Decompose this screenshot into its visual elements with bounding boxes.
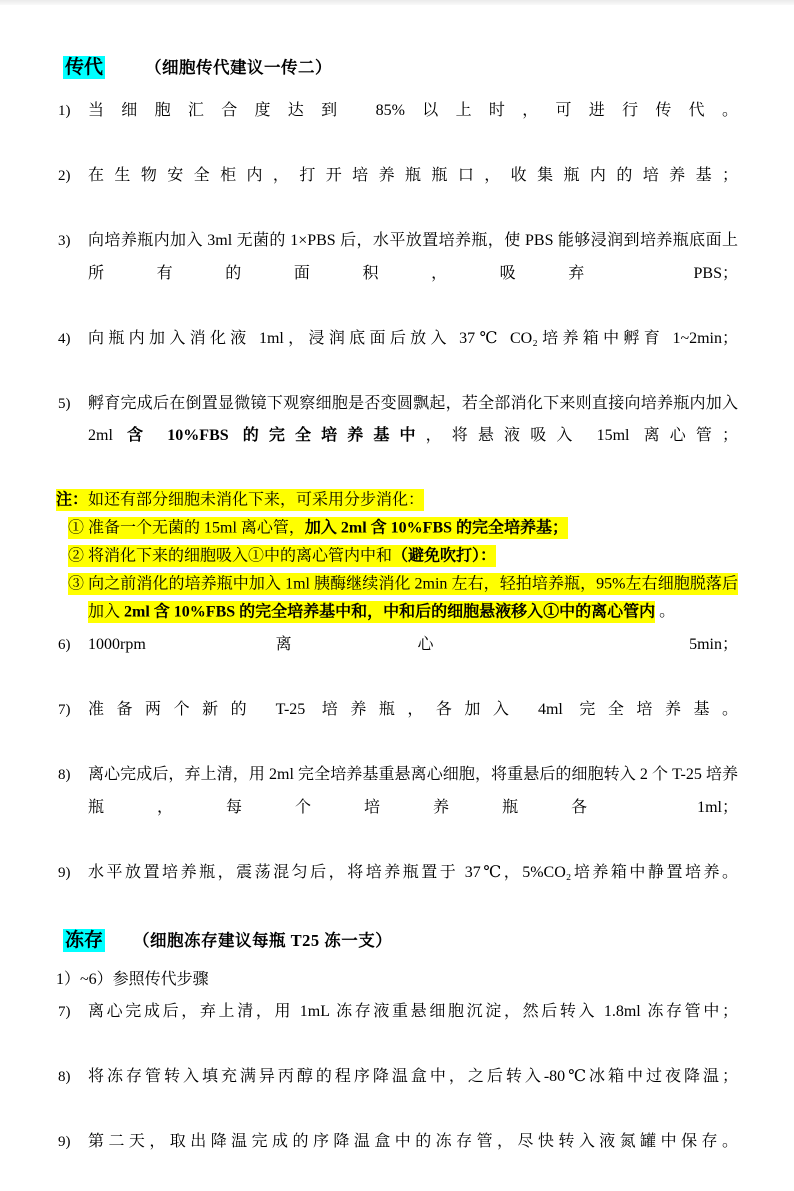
list-item (56, 759, 738, 857)
list-item (56, 996, 738, 1061)
heading-note: （细胞传代建议一传二） (145, 58, 333, 77)
item-marker: 2) (58, 168, 71, 184)
item-marker: 8) (58, 1069, 71, 1085)
item-text (88, 323, 738, 388)
list-item (56, 964, 738, 997)
text-segment: （避免吹打）： (392, 545, 496, 567)
text-segment: 孵育完成后在倒置显微镜下观察细胞是否变圆飘起，若全部消化下来则直接向培养瓶内加入 2ml (88, 394, 738, 444)
item-marker: 6) (58, 637, 71, 653)
item-text (88, 694, 738, 759)
item-marker: 5) (58, 395, 71, 412)
list-item (56, 1126, 738, 1191)
note-line (56, 486, 738, 514)
item-text (88, 160, 738, 225)
text-segment: 2ml 含 10%FBS 的完全培养基中和，中和后的细胞悬液移入①中的离心管内 (124, 601, 655, 623)
text-segment: 。 (655, 603, 676, 620)
text-segment: 向瓶内加入消化液 1ml，浸润底面后放入 37℃ CO₂培养箱中孵育 1~2min； (88, 329, 738, 347)
note-block (56, 486, 738, 626)
text-segment: ① 准备一个无菌的 15ml 离心管， (68, 517, 305, 539)
section-heading (63, 928, 738, 954)
item-marker: 1) (58, 103, 71, 119)
item-text (88, 225, 738, 323)
section-heading (63, 55, 738, 81)
text-segment: 将冻存管转入填充满异丙醇的程序降温盒中，之后转入-80℃冰箱中过夜降温； (88, 1068, 738, 1085)
item-text (88, 857, 738, 922)
list-item (56, 629, 738, 694)
text-segment: 水平放置培养瓶，震荡混匀后，将培养瓶置于 37℃，5%CO₂培养箱中静置培养。 (88, 863, 738, 881)
text-segment: ② 将消化下来的细胞吸入①中的离心管内中和 (68, 545, 392, 567)
text-segment: 离心完成后，弃上清，用 1mL 冻存液重悬细胞沉淀，然后转入 1.8ml 冻存管中； (88, 1003, 738, 1020)
text-segment: 含 10%FBS 的完全培养基中 (127, 427, 426, 444)
list-item (56, 694, 738, 759)
heading-highlight-label: 传代 (65, 57, 104, 78)
item-text (88, 1061, 738, 1126)
note-line (56, 542, 738, 570)
list-item (56, 225, 738, 323)
text-segment: 如还有部分细胞未消化下来，可采用分步消化： (88, 489, 424, 511)
heading-highlight-label: 冻存 (65, 929, 104, 951)
text-segment: ，将悬液吸入 15ml 离心管； (425, 427, 738, 444)
heading-note: （细胞冻存建议每瓶 T25 冻一支） (133, 930, 393, 950)
text-segment: 加入 2ml 含 10%FBS 的完全培养基； (305, 517, 568, 539)
item-text (88, 759, 738, 857)
text-segment: 当细胞汇合度达到 85%以上时，可进行传代。 (88, 102, 738, 119)
item-marker: 7) (58, 702, 71, 718)
text-segment: 准备两个新的 T-25 培养瓶，各加入 4ml 完全培养基。 (88, 701, 738, 718)
item-marker: 8) (58, 767, 71, 783)
item-text (88, 996, 738, 1061)
text-segment: 向培养瓶内加入 3ml 无菌的 1×PBS 后，水平放置培养瓶，使 PBS 能够浸润到培养瓶底面上所有的面积，吸弃 PBS； (88, 232, 738, 282)
item-marker: 3) (58, 233, 71, 249)
text-segment: 离心完成后，弃上清，用 2ml 完全培养基重悬离心细胞，将重悬后的细胞转入 2 个 T-25 培养瓶，每个培养瓶各 1ml； (88, 766, 738, 816)
item-text (88, 95, 738, 160)
item-text (88, 1126, 738, 1191)
item-text (88, 629, 738, 694)
list-item (56, 323, 738, 388)
list-item (56, 95, 738, 160)
text-segment: 1）~6）参照传代步骤 (56, 970, 209, 988)
text-segment: 1000rpm 离心 5min； (88, 636, 738, 653)
item-marker: 4) (58, 330, 71, 347)
item-marker: 9) (58, 1134, 71, 1150)
list-item (56, 1061, 738, 1126)
list-item (56, 388, 738, 486)
text-segment: 注： (56, 489, 88, 511)
text-segment: ③ 向之前消化的培养瓶中加入 1ml 胰酶继续消化 2min 左右，轻拍培养瓶，95%左右细胞脱落后加入 (68, 573, 738, 623)
text-segment: 在生物安全柜内，打开培养瓶瓶口，收集瓶内的培养基； (88, 167, 738, 184)
item-text (88, 388, 738, 486)
list-item (56, 160, 738, 225)
item-marker: 9) (58, 864, 71, 881)
item-marker: 7) (58, 1004, 71, 1020)
note-line (56, 514, 738, 542)
document-page (0, 5, 794, 1191)
list-item (56, 857, 738, 922)
text-segment: 第二天，取出降温完成的序降温盒中的冻存管，尽快转入液氮罐中保存。 (88, 1133, 738, 1150)
document-content (56, 55, 738, 1191)
note-line (56, 570, 738, 626)
